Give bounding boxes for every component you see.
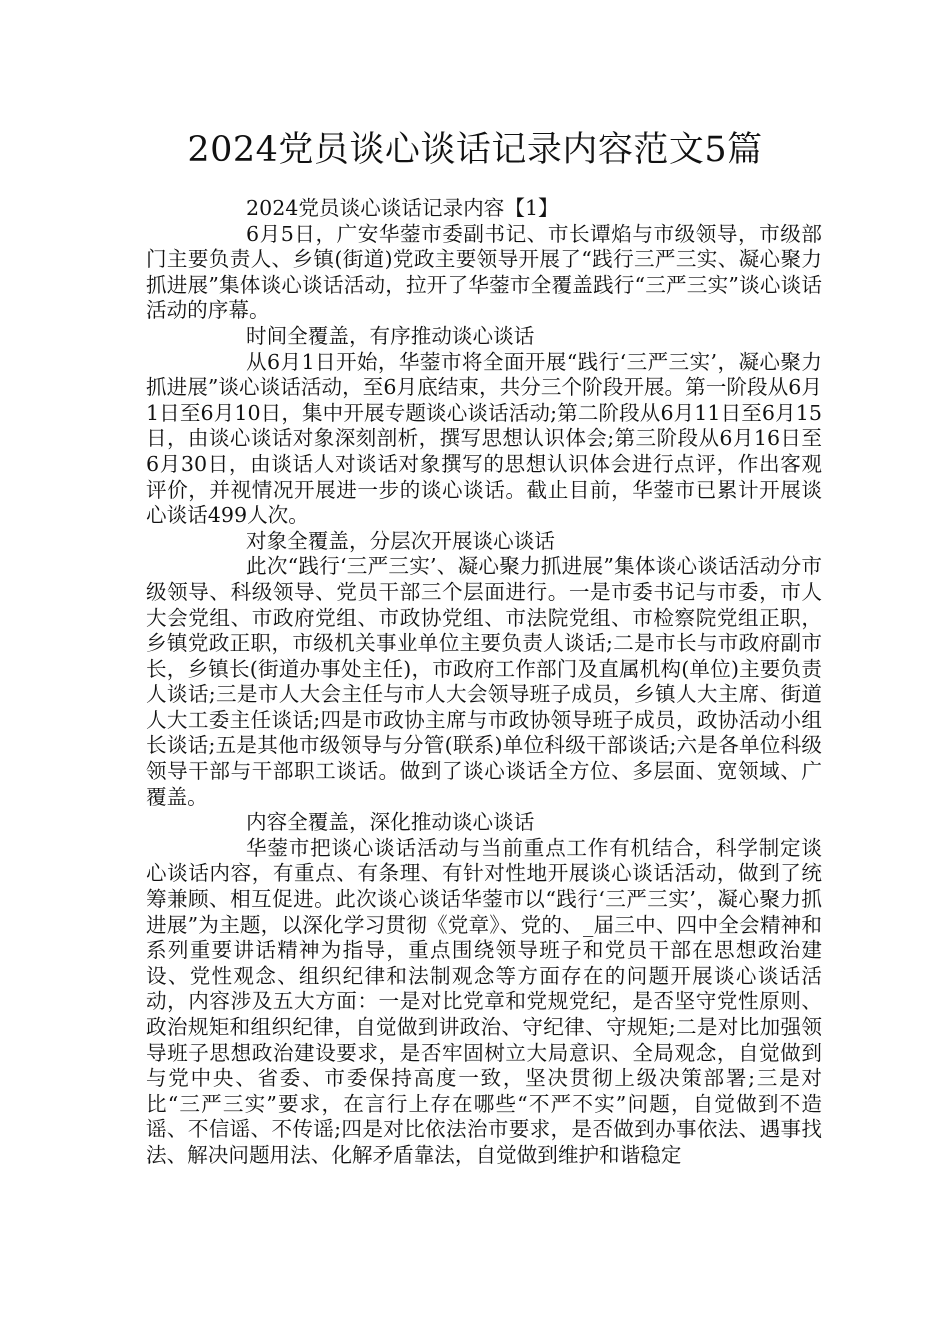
body-paragraph: 从6月1日开始，华蓥市将全面开展“践行‘三严三实’，凝心聚力抓进展”谈心谈话活动，至6月底结束，共分三个阶段开展。第一阶段从6月1日至6月10日，集中开展专题谈心谈话活动;第二阶段从6月11日至6月15日，由谈心谈话对象深刻剖析，撰写思想认识体会;第三阶段从6月16日至6月30日，由谈话人对谈话对象撰写的思想认识体会进行点评，作出客观评价，并视情况开展进一步的谈心谈话。截止目前，华蓥市已累计开展谈心谈话499人次。: [146, 349, 822, 528]
section-heading: 对象全覆盖，分层次开展谈心谈话: [246, 528, 555, 553]
section-heading: 2024党员谈心谈话记录内容【1】: [246, 196, 559, 220]
section-heading: 内容全覆盖，深化推动谈心谈话: [246, 810, 535, 835]
body-paragraph: 此次“践行‘三严三实’、凝心聚力抓进展”集体谈心谈话活动分市级领导、科级领导、党员干部三个层面进行。一是市委书记与市委，市人大会党组、市政府党组、市政协党组、市法院党组、市检察院党组正职，乡镇党政正职，市级机关事业单位主要负责人谈话;二是市长与市政府副市长，乡镇长(街道办事处主任)，市政府工作部门及直属机构(单位)主要负责人谈话;三是市人大会主任与市人大会领导班子成员，乡镇人大主席、街道人大工委主任谈话;四是市政协主席与市政协领导班子成员，政协活动小组长谈话;五是其他市级领导与分管(联系)单位科级干部谈话;六是各单位科级领导干部与干部职工谈话。做到了谈心谈话全方位、多层面、宽领域、广覆盖。: [146, 554, 822, 809]
document-body: [146, 196, 822, 1169]
body-paragraph: 6月5日，广安华蓥市委副书记、市长谭焰与市级领导，市级部门主要负责人、乡镇(街道)党政主要领导开展了“践行三严三实、凝心聚力抓进展”集体谈心谈话活动，拉开了华蓥市全覆盖践行“三严三实”谈心谈话活动的序幕。: [146, 221, 822, 323]
document-title: 2024党员谈心谈话记录内容范文5篇: [187, 130, 763, 170]
body-paragraph: 华蓥市把谈心谈话活动与当前重点工作有机结合，科学制定谈心谈话内容，有重点、有条理、有针对性地开展谈心谈话活动，做到了统筹兼顾、相互促进。此次谈心谈话华蓥市以“践行‘三严三实’，凝心聚力抓进展”为主题，以深化学习贯彻《党章》、党的、_届三中、四中全会精神和系列重要讲话精神为指导，重点围绕领导班子和党员干部在思想政治建设、党性观念、组织纪律和法制观念等方面存在的问题开展谈心谈话活动，内容涉及五大方面：一是对比党章和党规党纪，是否坚守党性原则、政治规矩和组织纪律，自觉做到讲政治、守纪律、守规矩;二是对比加强领导班子思想政治建设要求，是否牢固树立大局意识、全局观念，自觉做到与党中央、省委、市委保持高度一致，坚决贯彻上级决策部署;三是对比“三严三实”要求，在言行上存在哪些“不严不实”问题，自觉做到不造谣、不信谣、不传谣;四是对比依法治市要求，是否做到办事依法、遇事找法、解决问题用法、化解矛盾靠法，自觉做到维护和谐稳定: [146, 835, 822, 1167]
section-heading: 时间全覆盖，有序推动谈心谈话: [246, 323, 535, 348]
